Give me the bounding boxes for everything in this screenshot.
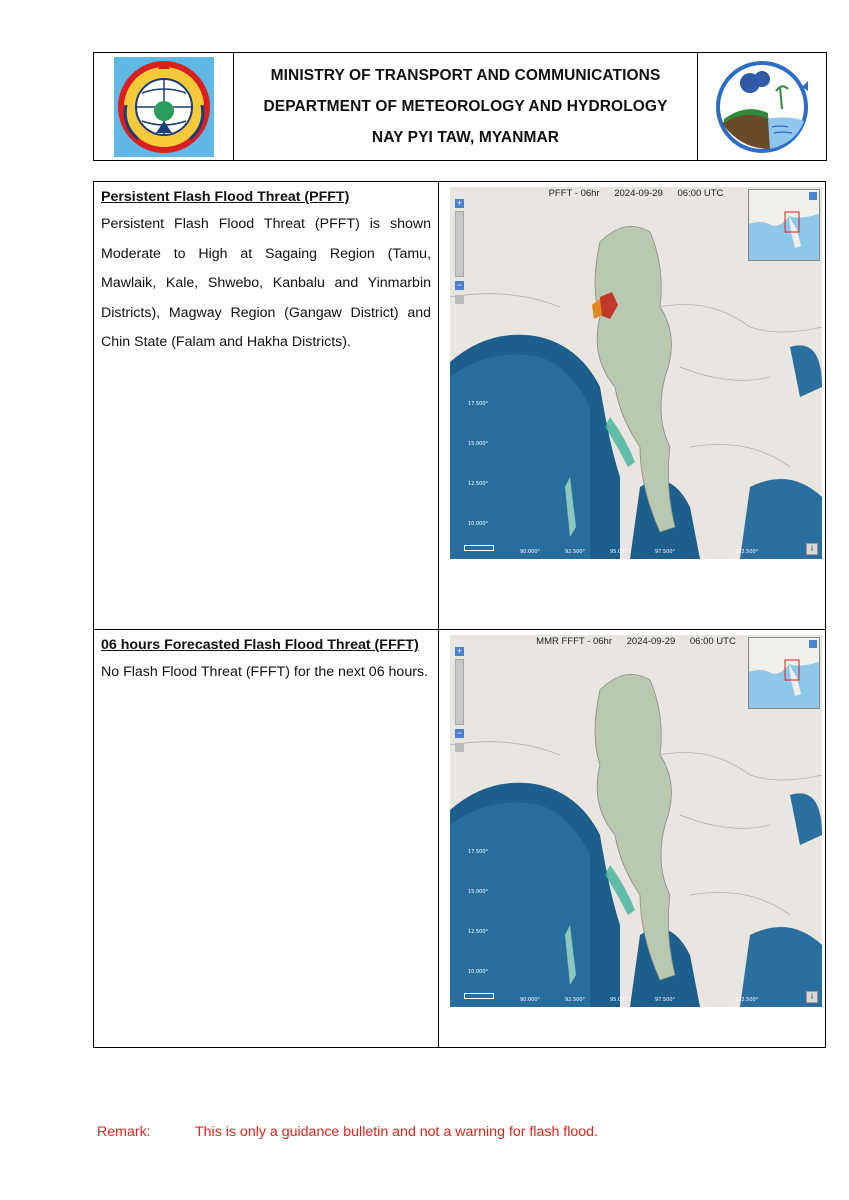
pfft-row: [94, 182, 825, 630]
overview-map-graphic: [749, 638, 819, 708]
ffft-map-product: MMR FFFT - 06hr: [536, 636, 612, 647]
ffft-map-date: 2024-09-29: [626, 636, 676, 647]
pfft-map[interactable]: [450, 187, 822, 559]
info-icon[interactable]: i: [806, 543, 818, 555]
location-name: NAY PYI TAW, MYANMAR: [371, 129, 560, 146]
overview-inset-map[interactable]: [748, 637, 820, 709]
info-icon[interactable]: i: [806, 991, 818, 1003]
scale-bar: [464, 993, 494, 999]
pfft-text-cell: [94, 182, 439, 629]
pfft-map-cell: [440, 182, 825, 629]
svg-text:15.000°: 15.000°: [468, 441, 488, 447]
bulletin-header: [93, 52, 827, 161]
ministry-logo-cell: [94, 53, 234, 160]
overview-map-graphic: [749, 190, 819, 260]
svg-text:12.500°: 12.500°: [468, 481, 488, 487]
pfft-map-time: 06:00 UTC: [677, 188, 724, 199]
zoom-out-button[interactable]: −: [456, 728, 463, 738]
ffft-row: [94, 630, 825, 1047]
ffft-map-cell: [440, 630, 825, 1047]
svg-text:12.500°: 12.500°: [468, 929, 488, 935]
ffft-title: 06 hours Forecasted Flash Flood Threat (FFFT): [101, 637, 419, 653]
hydrology-logo-cell: [698, 53, 826, 160]
overview-inset-map[interactable]: [748, 189, 820, 261]
inset-toggle-button[interactable]: [809, 192, 817, 200]
svg-text:15.000°: 15.000°: [468, 889, 488, 895]
pfft-map-product: PFFT - 06hr: [548, 188, 600, 199]
svg-text:95.000°: 95.000°: [610, 997, 630, 1003]
zoom-in-button[interactable]: +: [456, 646, 463, 656]
department-name: DEPARTMENT OF METEOROLOGY AND HYDROLOGY: [263, 98, 668, 115]
svg-text:97.500°: 97.500°: [655, 997, 675, 1003]
ministry-emblem-icon: [112, 55, 216, 159]
hydrology-cycle-icon: [710, 57, 814, 157]
layer-switcher-button[interactable]: [455, 743, 464, 752]
zoom-slider[interactable]: [455, 211, 464, 277]
zoom-in-button[interactable]: +: [456, 198, 463, 208]
zoom-slider[interactable]: [455, 659, 464, 725]
svg-text:10.000°: 10.000°: [468, 521, 488, 527]
pfft-title: Persistent Flash Flood Threat (PFFT): [101, 189, 350, 205]
ffft-description: No Flash Flood Threat (FFFT) for the next 06 hours.: [101, 664, 428, 680]
zoom-out-button[interactable]: −: [456, 280, 463, 290]
remark-label: Remark:: [97, 1124, 151, 1140]
remark-line: [97, 1124, 598, 1140]
flood-threat-table: [93, 181, 826, 1048]
ministry-name: MINISTRY OF TRANSPORT AND COMMUNICATIONS: [270, 67, 661, 84]
layer-switcher-button[interactable]: [455, 295, 464, 304]
svg-text:92.500°: 92.500°: [565, 997, 585, 1003]
svg-text:17.500°: 17.500°: [468, 849, 488, 855]
ffft-map-time: 06:00 UTC: [689, 636, 736, 647]
pfft-description: Persistent Flash Flood Threat (PFFT) is shown Moderate to High at Sagaing Region (Tamu, Mawlaik, Kale, Shwebo, Kanbalu and Yinmarbin Districts), Magway Region (Gangaw District) and Chin State (Falam and Hakha Districts).: [101, 216, 431, 350]
svg-text:90.000°: 90.000°: [520, 997, 540, 1003]
header-titles: [234, 53, 698, 160]
svg-text:92.500°: 92.500°: [565, 549, 585, 555]
svg-text:95.000°: 95.000°: [610, 549, 630, 555]
remark-text: This is only a guidance bulletin and not a warning for flash flood.: [195, 1124, 599, 1140]
ffft-map[interactable]: [450, 635, 822, 1007]
pfft-map-date: 2024-09-29: [614, 188, 663, 199]
ffft-text-cell: [94, 630, 439, 1047]
svg-text:102.500°: 102.500°: [735, 549, 759, 555]
scale-bar: [464, 545, 494, 551]
svg-text:102.500°: 102.500°: [735, 997, 759, 1003]
svg-text:97.500°: 97.500°: [655, 549, 675, 555]
svg-text:17.500°: 17.500°: [468, 401, 488, 407]
svg-text:90.000°: 90.000°: [520, 549, 540, 555]
svg-text:10.000°: 10.000°: [468, 969, 488, 975]
inset-toggle-button[interactable]: [809, 640, 817, 648]
